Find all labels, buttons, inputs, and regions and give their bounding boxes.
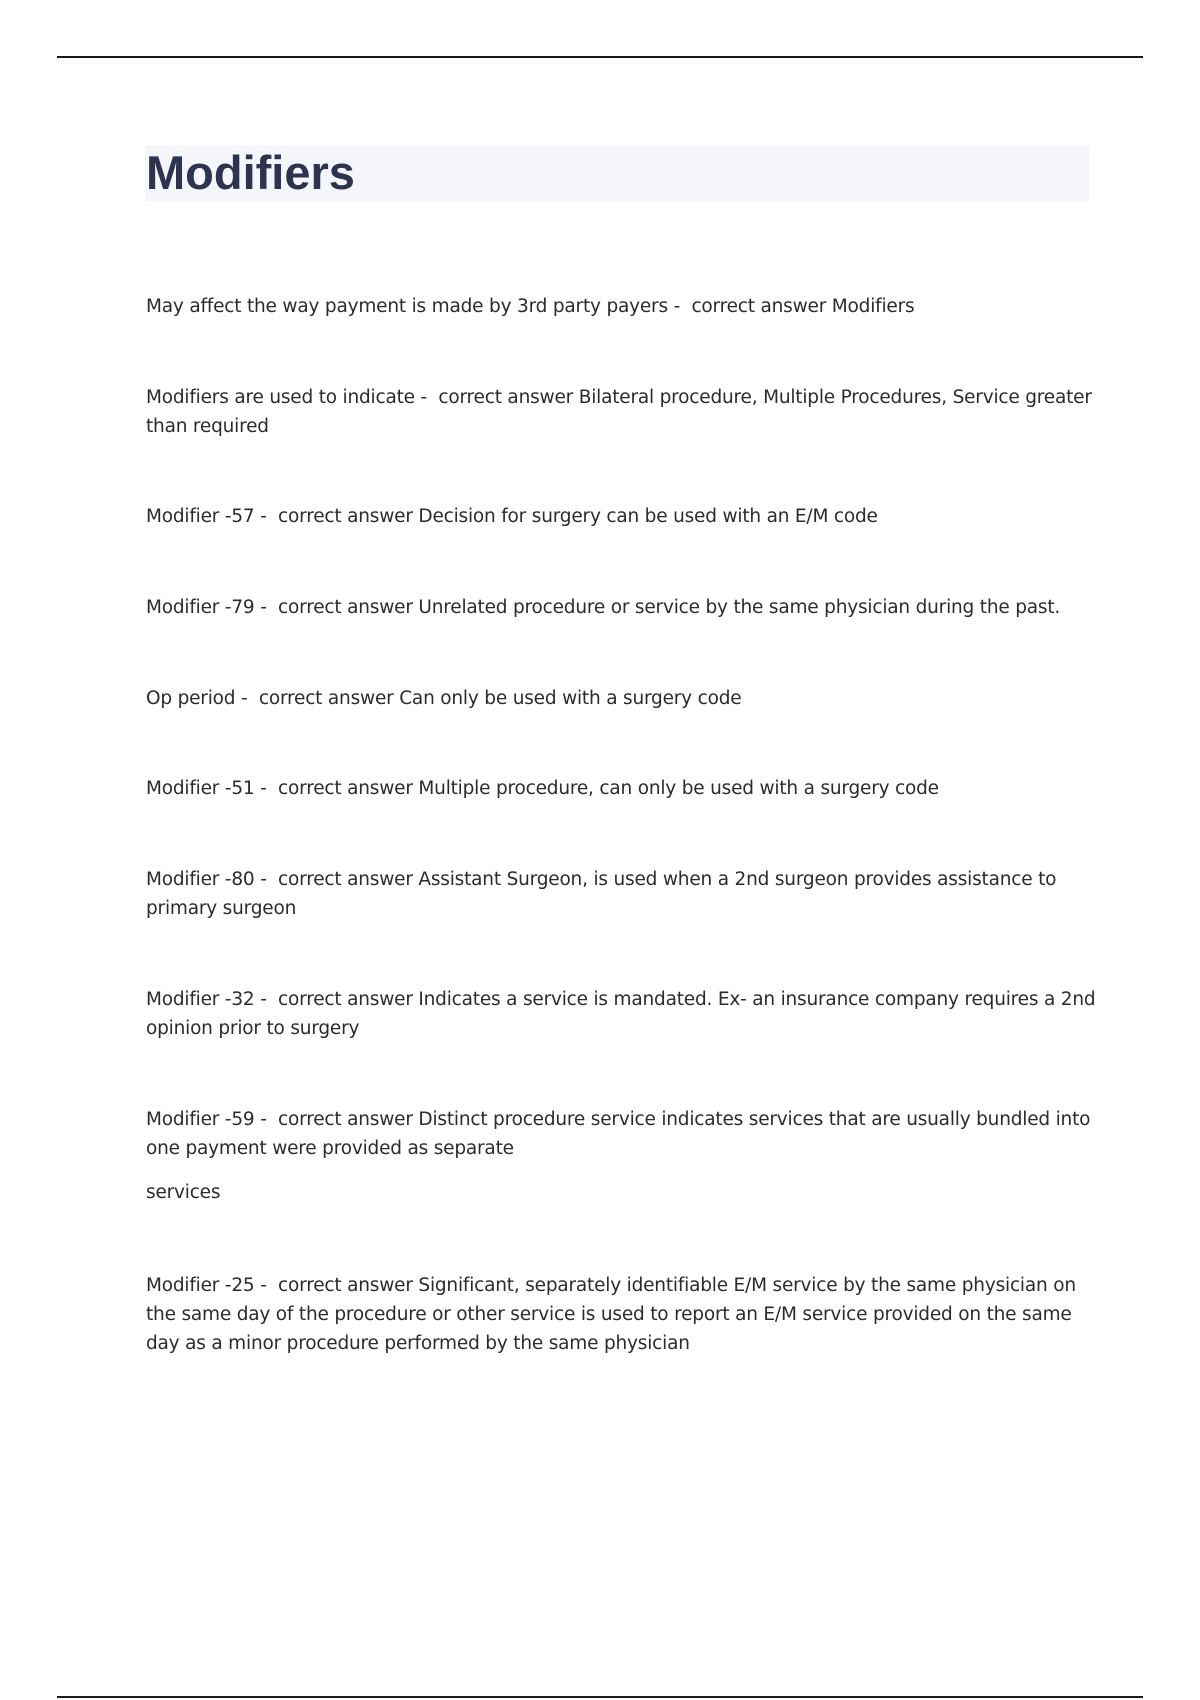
qa-separator: -: [254, 1275, 279, 1296]
qa-entry-8: [146, 985, 1096, 1043]
qa-separator: -: [667, 296, 692, 317]
qa-separator: -: [254, 778, 279, 799]
qa-separator: -: [235, 688, 259, 709]
qa-term: Op period: [146, 688, 236, 709]
qa-separator: -: [414, 387, 439, 408]
qa-term: Modifier -32: [146, 989, 255, 1010]
qa-answer-continuation: services: [146, 1182, 221, 1203]
qa-term: Modifiers are used to indicate: [146, 387, 415, 408]
top-rule: [57, 56, 1143, 58]
qa-separator: -: [254, 506, 279, 527]
qa-answer: correct answer Modifiers: [691, 296, 915, 317]
qa-answer: correct answer Assistant Surgeon, is used when a 2nd surgeon provides assistance to primary surgeon: [146, 869, 1057, 919]
qa-answer: correct answer Significant, separately identifiable E/M service by the same physician on the same day of the procedure or other service is used to report an E/M service provided on the same day as a minor procedure performed by the same physician: [146, 1275, 1076, 1354]
qa-entry-6: [146, 774, 1096, 803]
qa-term: Modifier -80: [146, 869, 255, 890]
qa-answer: correct answer Indicates a service is mandated. Ex- an insurance company requires a 2nd opinion prior to surgery: [146, 989, 1096, 1039]
qa-entry-4: [146, 593, 1096, 622]
qa-answer: correct answer Multiple procedure, can only be used with a surgery code: [278, 778, 939, 799]
qa-answer: correct answer Distinct procedure service indicates services that are usually bundled into one payment were provided as separate: [146, 1109, 1091, 1159]
qa-term: Modifier -57: [146, 506, 255, 527]
qa-entry-3: [146, 502, 1096, 531]
qa-term: Modifier -51: [146, 778, 255, 799]
qa-answer: correct answer Can only be used with a surgery code: [258, 688, 742, 709]
qa-separator: -: [254, 1109, 279, 1130]
qa-separator: -: [254, 869, 279, 890]
qa-term: Modifier -79: [146, 597, 255, 618]
qa-answer: correct answer Bilateral procedure, Multiple Procedures, Service greater than required: [146, 387, 1092, 437]
qa-answer: correct answer Decision for surgery can be used with an E/M code: [278, 506, 878, 527]
qa-entry-5: [146, 684, 1096, 713]
qa-entry-1: [146, 292, 1096, 321]
qa-entry-9: [146, 1105, 1096, 1207]
qa-separator: -: [254, 597, 279, 618]
qa-answer: correct answer Unrelated procedure or service by the same physician during the past.: [278, 597, 1061, 618]
qa-term: Modifier -25: [146, 1275, 255, 1296]
qa-entry-10: [146, 1271, 1096, 1358]
qa-entry-2: [146, 383, 1096, 441]
qa-term: Modifier -59: [146, 1109, 255, 1130]
qa-term: May affect the way payment is made by 3rd party payers: [146, 296, 668, 317]
qa-separator: -: [254, 989, 279, 1010]
page-title: Modifiers: [146, 146, 355, 199]
bottom-rule: [57, 1696, 1143, 1698]
qa-entry-7: [146, 865, 1096, 923]
